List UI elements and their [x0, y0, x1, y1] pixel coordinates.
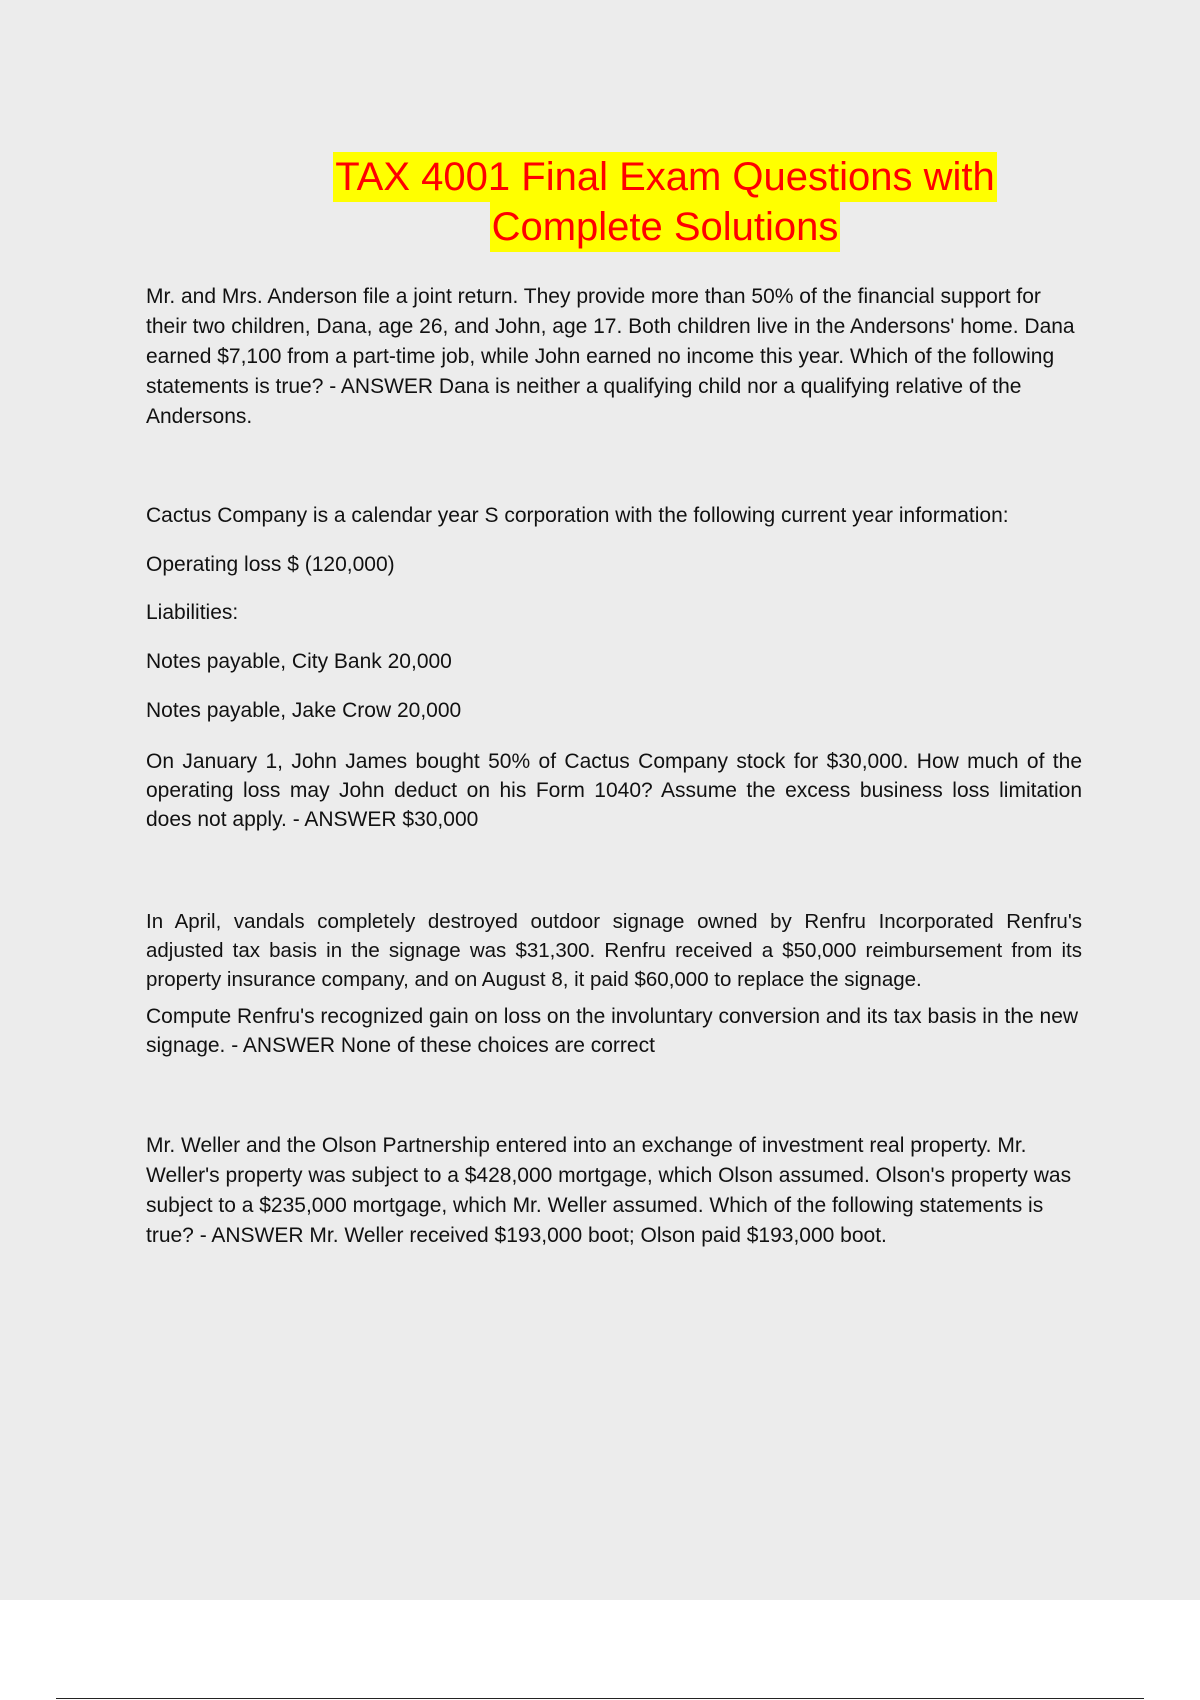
question-2-intro [146, 501, 1082, 531]
question-3-part-1 [146, 907, 1082, 994]
title-line-2: Complete Solutions [490, 202, 841, 252]
note-jake-crow: Notes payable, Jake Crow 20,000 [146, 699, 462, 722]
title-line-1: TAX 4001 Final Exam Questions with [333, 152, 997, 202]
footer-rule [56, 1698, 1144, 1699]
question-1-text: Mr. and Mrs. Anderson file a joint return. They provide more than 50% of the financial support for their two children, Dana, age 26, and John, age 17. Both children live in the Andersons' home. Dana earned $7,100 from a part-time job, while John earned no income this year. Which of the following statements is true? - ANSWER Dana is neither a qualifying child nor a qualifying relative of the Andersons. [146, 285, 1075, 428]
question-2-question [146, 747, 1082, 834]
question-2-intro-text: Cactus Company is a calendar year S corporation with the following current year information: [146, 504, 1009, 527]
question-3-part-2-text: Compute Renfru's recognized gain on loss on the involuntary conversion and its tax basis in the new signage. - ANSWER None of these choices are correct [146, 1005, 1079, 1057]
question-4-text: Mr. Weller and the Olson Partnership entered into an exchange of investment real property. Mr. Weller's property was subject to a $428,000 mortgage, which Olson assumed. Olson's property was subject to a $235,000 mortgage, which Mr. Weller assumed. Which of the following statements is true? - ANSWER Mr. Weller received $193,000 boot; Olson paid $193,000 boot. [146, 1134, 1072, 1247]
question-2-liabilities [146, 598, 1082, 628]
question-2-operating-loss [146, 550, 1082, 580]
document-title [0, 152, 1200, 252]
liabilities-label: Liabilities: [146, 601, 239, 624]
question-4 [146, 1131, 1082, 1251]
question-3-part-2 [146, 1002, 1082, 1060]
question-2-note-2 [146, 696, 1082, 726]
question-1 [146, 282, 1082, 432]
question-2-note-1 [146, 647, 1082, 677]
question-3-part-1-text: In April, vandals completely destroyed outdoor signage owned by Renfru Incorporated Renfru's adjusted tax basis in the signage was $31,300. Renfru received a $50,000 reimbursement from its property insurance company, and on August 8, it paid $60,000 to replace the signage. [146, 910, 1082, 991]
note-city-bank: Notes payable, City Bank 20,000 [146, 650, 452, 673]
question-2-text: On January 1, John James bought 50% of Cactus Company stock for $30,000. How much of the operating loss may John deduct on his Form 1040? Assume the excess business loss limitation does not apply. - ANSWER $30,000 [146, 750, 1082, 831]
operating-loss-text: Operating loss $ (120,000) [146, 553, 395, 576]
